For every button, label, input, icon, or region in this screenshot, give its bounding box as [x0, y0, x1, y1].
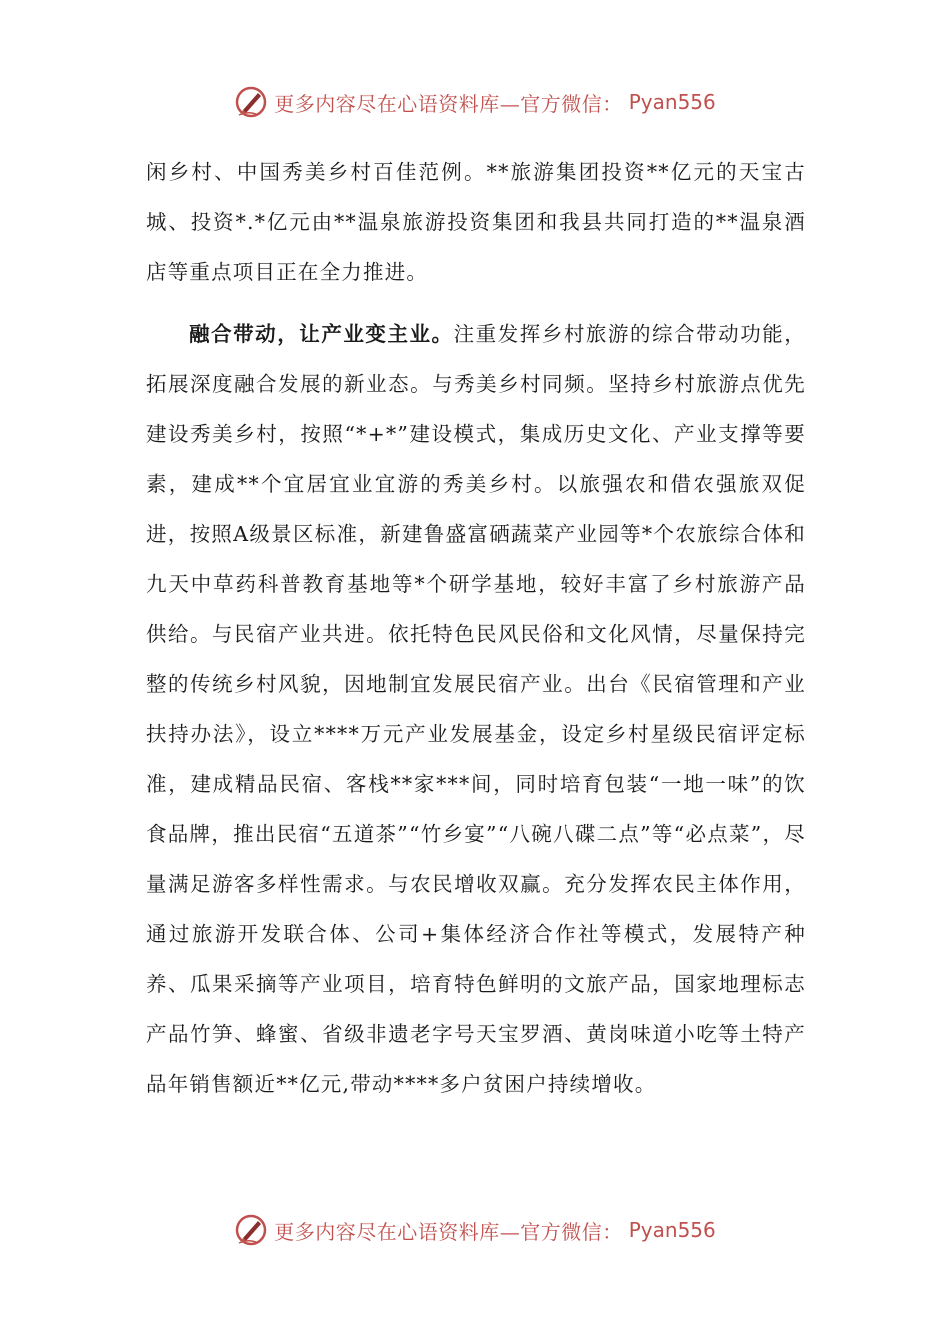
footer-banner-text: 更多内容尽在心语资料库—官方微信： [274, 1219, 623, 1244]
footer-banner [0, 1208, 950, 1252]
document-body [146, 147, 806, 1109]
footer-banner-contact: Pyan556 [628, 1218, 716, 1242]
paragraph-2-body: 注重发挥乡村旅游的综合带动功能，拓展深度融合发展的新业态。与秀美乡村同频。坚持乡村旅游点优先建设秀美乡村，按照“*+*”建设模式，集成历史文化、产业支撑等要素，建成**个宜居宜业宜游的秀美乡村。以旅强农和借农强旅双促进，按照A级景区标准，新建鲁盛富硒蔬菜产业园等*个农旅综合体和九天中草药科普教育基地等*个研学基地，较好丰富了乡村旅游产品供给。与民宿产业共进。依托特色民风民俗和文化风情，尽量保持完整的传统乡村风貌，因地制宜发展民宿产业。出台《民宿管理和产业扶持办法》，设立****万元产业发展基金，设定乡村星级民宿评定标准，建成精品民宿、客栈**家***间，同时培育包装“一地一味”的饮食品牌，推出民宿“五道茶”“竹乡宴”“八碗八碟二点”等“必点菜”，尽量满足游客多样性需求。与农民增收双赢。充分发挥农民主体作用，通过旅游开发联合体、公司+集体经济合作社等模式，发展特产种养、瓜果采摘等产业项目，培育特色鲜明的文旅产品，国家地理标志产品竹笋、蜂蜜、省级非遗老字号天宝罗酒、黄岗味道小吃等土特产品年销售额近**亿元,带动****多户贫困户持续增收。 [146, 322, 806, 1096]
pen-logo-icon [234, 85, 268, 119]
pen-logo-icon [234, 1213, 268, 1247]
header-banner [0, 80, 950, 124]
paragraph-1: 闲乡村、中国秀美乡村百佳范例。**旅游集团投资**亿元的天宝古城、投资*.*亿元由**温泉旅游投资集团和我县共同打造的**温泉酒店等重点项目正在全力推进。 [146, 160, 806, 284]
header-banner-inner [234, 85, 716, 119]
paragraph-gap [146, 297, 806, 309]
header-banner-contact: Pyan556 [628, 90, 716, 114]
footer-banner-inner [234, 1213, 716, 1247]
paragraph-2-lead: 融合带动，让产业变主业。 [189, 322, 454, 346]
paragraph-2 [146, 309, 806, 1109]
header-banner-text: 更多内容尽在心语资料库—官方微信： [274, 91, 623, 116]
